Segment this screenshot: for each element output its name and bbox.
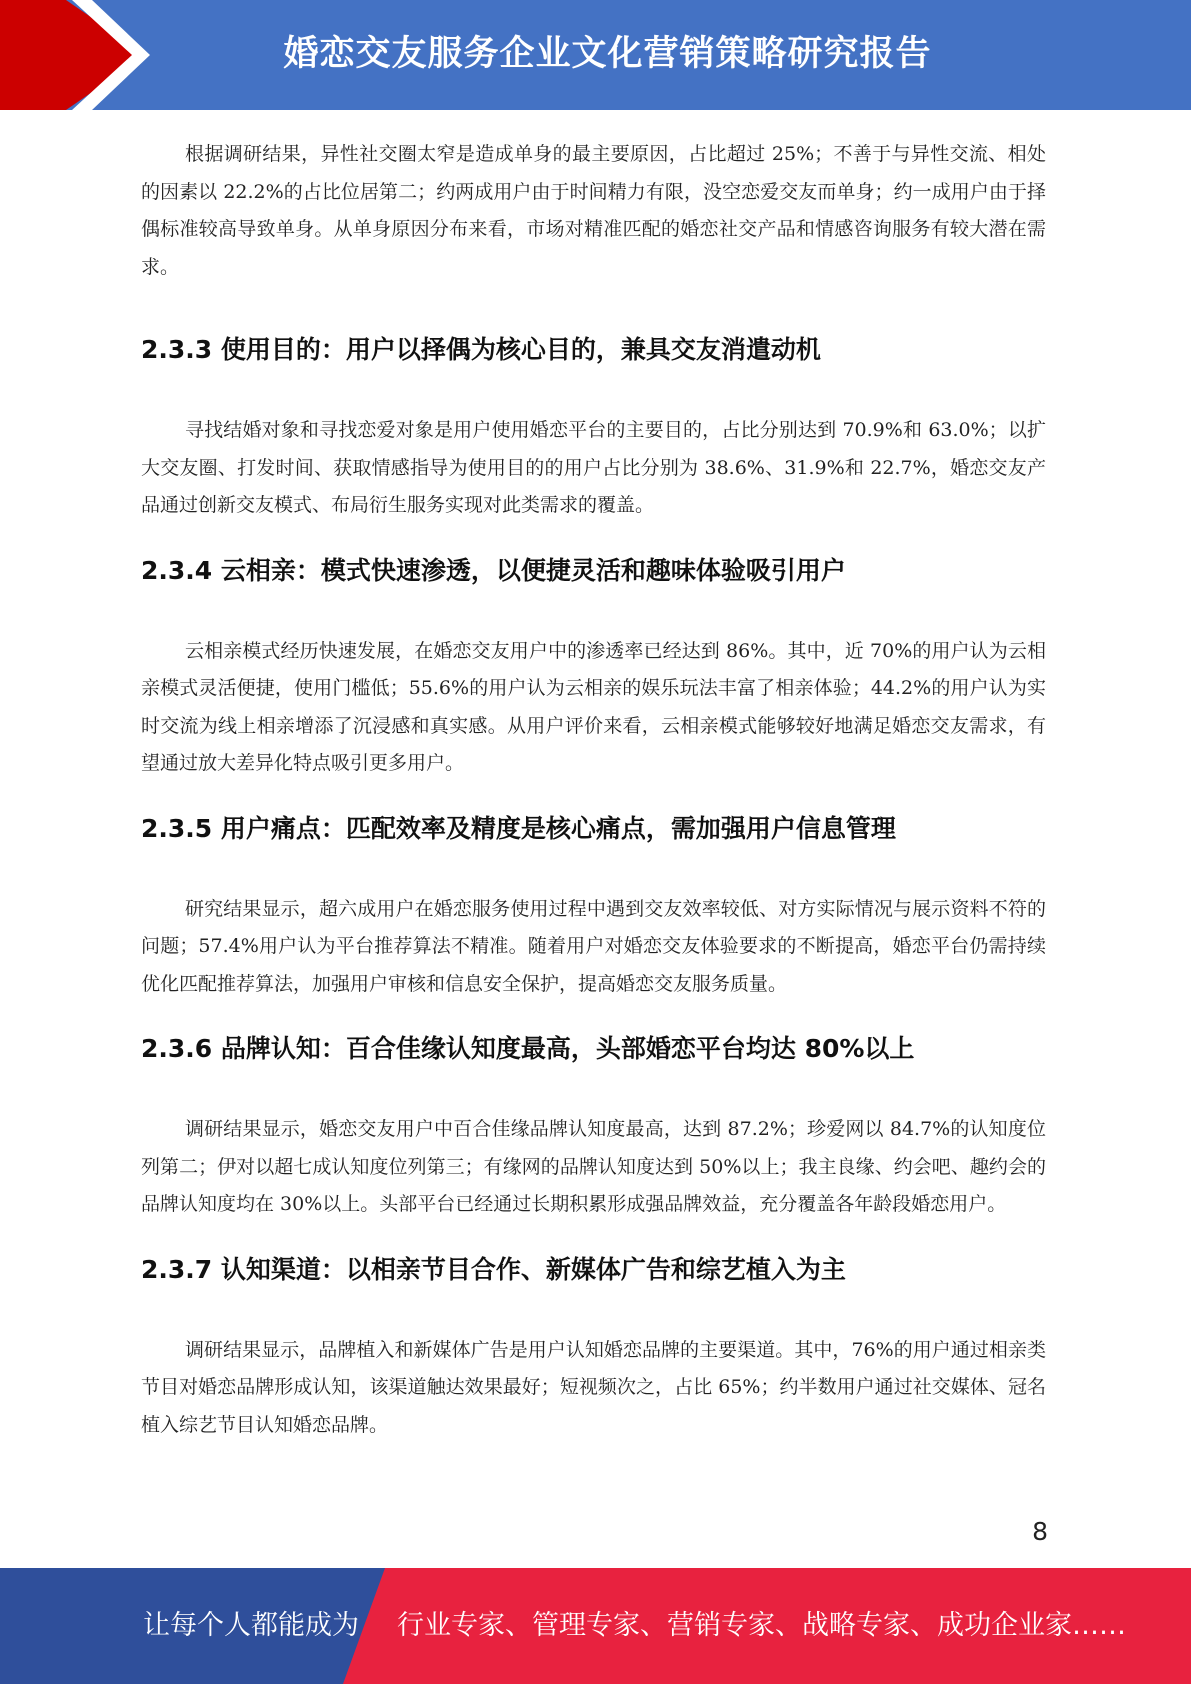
footer-slogan-left: 让每个人都能成为 <box>143 1610 359 1641</box>
section-heading-2-3-3: 2.3.3 使用目的：用户以择偶为核心目的，兼具交友消遣动机 <box>141 335 821 364</box>
section-paragraph-2-3-5: 研究结果显示，超六成用户在婚恋服务使用过程中遇到交友效率较低、对方实际情况与展示资料不符的问题；57.4%用户认为平台推荐算法不精准。随着用户对婚恋交友体验要求的不断提高，婚恋平台仍需持续优化匹配推荐算法，加强用户审核和信息安全保护，提高婚恋交友服务质量。 <box>141 897 1046 995</box>
section-paragraph-2-3-3: 寻找结婚对象和寻找恋爱对象是用户使用婚恋平台的主要目的，占比分别达到 70.9%和 63.0%；以扩大交友圈、打发时间、获取情感指导为使用目的的用户占比分别为 38.6%、31.9%和 22.7%，婚恋交友产品通过创新交友模式、布局衍生服务实现对此类需求的覆盖。 <box>141 419 1046 516</box>
report-title: 婚恋交友服务企业文化营销策略研究报告 <box>283 34 932 74</box>
page-content <box>141 136 1046 1444</box>
section-heading-2-3-7: 2.3.7 认知渠道：以相亲节目合作、新媒体广告和综艺植入为主 <box>141 1254 846 1284</box>
section-paragraph-2-3-4: 云相亲模式经历快速发展，在婚恋交友用户中的渗透率已经达到 86%。其中，近 70%的用户认为云相亲模式灵活便捷，使用门槛低；55.6%的用户认为云相亲的娱乐玩法丰富了相亲体验；44.2%的用户认为实时交流为线上相亲增添了沉浸感和真实感。从用户评价来看，云相亲模式能够较好地满足婚恋交友需求，有望通过放大差异化特点吸引更多用户。 <box>141 639 1046 774</box>
section-paragraph-2-3-7: 调研结果显示，品牌植入和新媒体广告是用户认知婚恋品牌的主要渠道。其中，76%的用户通过相亲类节目对婚恋品牌形成认知，该渠道触达效果最好；短视频次之，占比 65%；约半数用户通过社交媒体、冠名植入综艺节目认知婚恋品牌。 <box>141 1338 1046 1436</box>
section-heading-2-3-4: 2.3.4 云相亲：模式快速渗透，以便捷灵活和趣味体验吸引用户 <box>141 555 846 585</box>
page-footer <box>0 1568 1191 1684</box>
section-heading-2-3-6: 2.3.6 品牌认知：百合佳缘认知度最高，头部婚恋平台均达 80%以上 <box>141 1034 915 1063</box>
footer-slogan-right: 行业专家、管理专家、营销专家、战略专家、成功企业家…… <box>397 1610 1126 1641</box>
section-paragraph-2-3-6: 调研结果显示，婚恋交友用户中百合佳缘品牌认知度最高，达到 87.2%；珍爱网以 84.7%的认知度位列第二；伊对以超七成认知度位列第三；有缘网的品牌认知度达到 50%以上；我主良缘、约会吧、趣约会的品牌认知度均在 30%以上。头部平台已经通过长期积累形成强品牌效益，充分覆盖各年龄段婚恋用户。 <box>141 1118 1046 1215</box>
page-header <box>0 0 1191 110</box>
page-number: 8 <box>1032 1517 1048 1546</box>
intro-paragraph: 根据调研结果，异性社交圈太窄是造成单身的最主要原因，占比超过 25%；不善于与异性交流、相处的因素以 22.2%的占比位居第二；约两成用户由于时间精力有限，没空恋爱交友而单身；约一成用户由于择偶标准较高导致单身。从单身原因分布来看，市场对精准匹配的婚恋社交产品和情感咨询服务有较大潜在需求。 <box>141 143 1046 278</box>
section-heading-2-3-5: 2.3.5 用户痛点：匹配效率及精度是核心痛点，需加强用户信息管理 <box>141 813 896 843</box>
